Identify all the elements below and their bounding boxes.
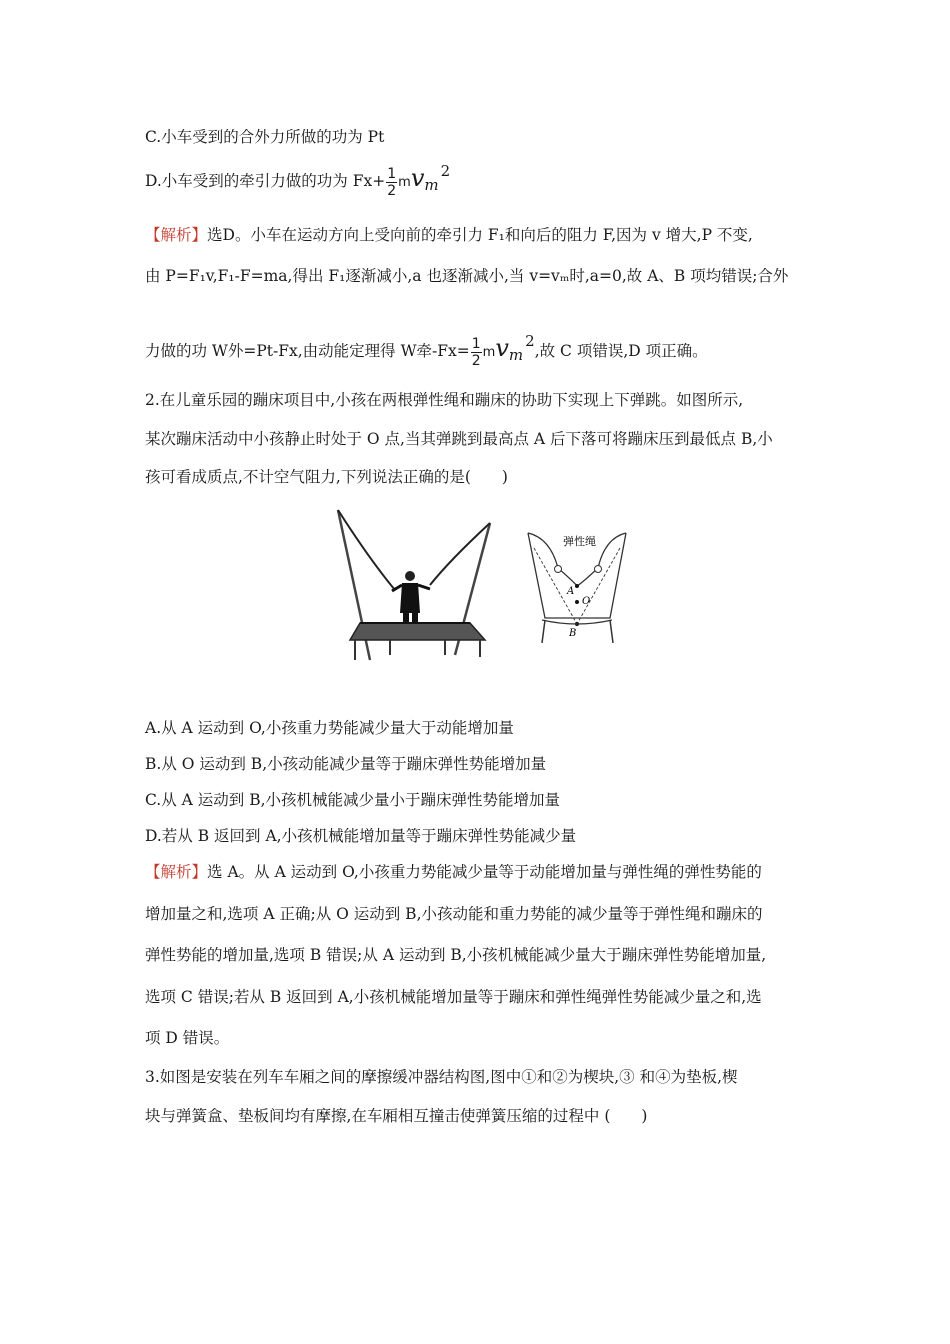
- analysis1-line3: 力做的功 W外=Pt-Fx,由动能定理得 W牵-Fx= $\frac{1}{2}$ $mv_m^2$,故 C 项错误,D 项正确。: [145, 332, 708, 369]
- velocity-max-squared: $v_m^2$: [495, 332, 535, 364]
- option-d-q1: [145, 160, 450, 199]
- analysis-tag: 【解析】: [145, 863, 208, 881]
- analysis1-line2: 由 P=F₁v,F₁-F=ma,得出 F₁逐渐减小,a 也逐渐减小,当 v=vₘ时,a=0,故 A、B 项均错误;合外: [145, 267, 789, 285]
- point-a-label: A: [567, 586, 575, 597]
- analysis1-line1: 【解析】选D。小车在运动方向上受向前的牵引力 F₁和向后的阻力 F,因为 v 增大,P 不变,: [145, 226, 753, 244]
- fraction-half: $\frac{1}{2}$: [471, 335, 481, 369]
- point-b-label: B: [569, 628, 577, 639]
- trampoline-diagram: [520, 528, 635, 648]
- fraction-half: $\frac{1}{2}$: [387, 165, 397, 199]
- q2-line1: 2.在儿童乐园的蹦床项目中,小孩在两根弹性绳和蹦床的协助下实现上下弹跳。如图所示,: [145, 391, 744, 409]
- q3-line1: 3.如图是安装在列车车厢之间的摩擦缓冲器结构图,图中①和②为楔块,③ 和④为垫板,楔: [145, 1068, 738, 1086]
- option-d-text: D.小车受到的牵引力做的功为 Fx+: [145, 172, 386, 190]
- point-o-label: O: [582, 596, 591, 607]
- q3-line2: 块与弹簧盒、垫板间均有摩擦,在车厢相互撞击使弹簧压缩的过程中 ( ): [145, 1107, 648, 1125]
- q2-option-c: C.从 A 运动到 B,小孩机械能减少量小于蹦床弹性势能增加量: [145, 791, 561, 809]
- q2-line2: 某次蹦床活动中小孩静止时处于 O 点,当其弹跳到最高点 A 后下落可将蹦床压到最低点 B,小: [145, 430, 773, 448]
- diagram-label: 弹性绳: [563, 535, 596, 548]
- analysis2-line3: 弹性势能的增加量,选项 B 错误;从 A 运动到 B,小孩机械能减少量大于蹦床弹性势能增加量,: [145, 946, 767, 964]
- analysis2-line2: 增加量之和,选项 A 正确;从 O 运动到 B,小孩动能和重力势能的减少量等于弹性绳和蹦床的: [145, 905, 763, 923]
- q2-option-a: A.从 A 运动到 O,小孩重力势能减少量大于动能增加量: [145, 719, 514, 737]
- analysis2-line1: 【解析】选 A。从 A 运动到 O,小孩重力势能减少量等于动能增加量与弹性绳的弹性势能的: [145, 863, 762, 881]
- velocity-max-squared: $v_m^2$: [410, 162, 451, 194]
- q2-option-b: B.从 O 运动到 B,小孩动能减少量等于蹦床弹性势能增加量: [145, 755, 547, 773]
- trampoline-photo: [330, 505, 500, 665]
- q2-line3: 孩可看成质点,不计空气阻力,下列说法正确的是( ): [145, 468, 508, 486]
- option-c-q1: C.小车受到的合外力所做的功为 Pt: [145, 128, 385, 146]
- analysis-tag: 【解析】: [145, 226, 208, 244]
- mass-symbol: m: [398, 175, 411, 190]
- analysis2-line4: 选项 C 错误;若从 B 返回到 A,小孩机械能增加量等于蹦床和弹性绳弹性势能减少量之和,选: [145, 988, 762, 1006]
- q2-option-d: D.若从 B 返回到 A,小孩机械能增加量等于蹦床弹性势能减少量: [145, 827, 577, 845]
- analysis2-line5: 项 D 错误。: [145, 1029, 230, 1047]
